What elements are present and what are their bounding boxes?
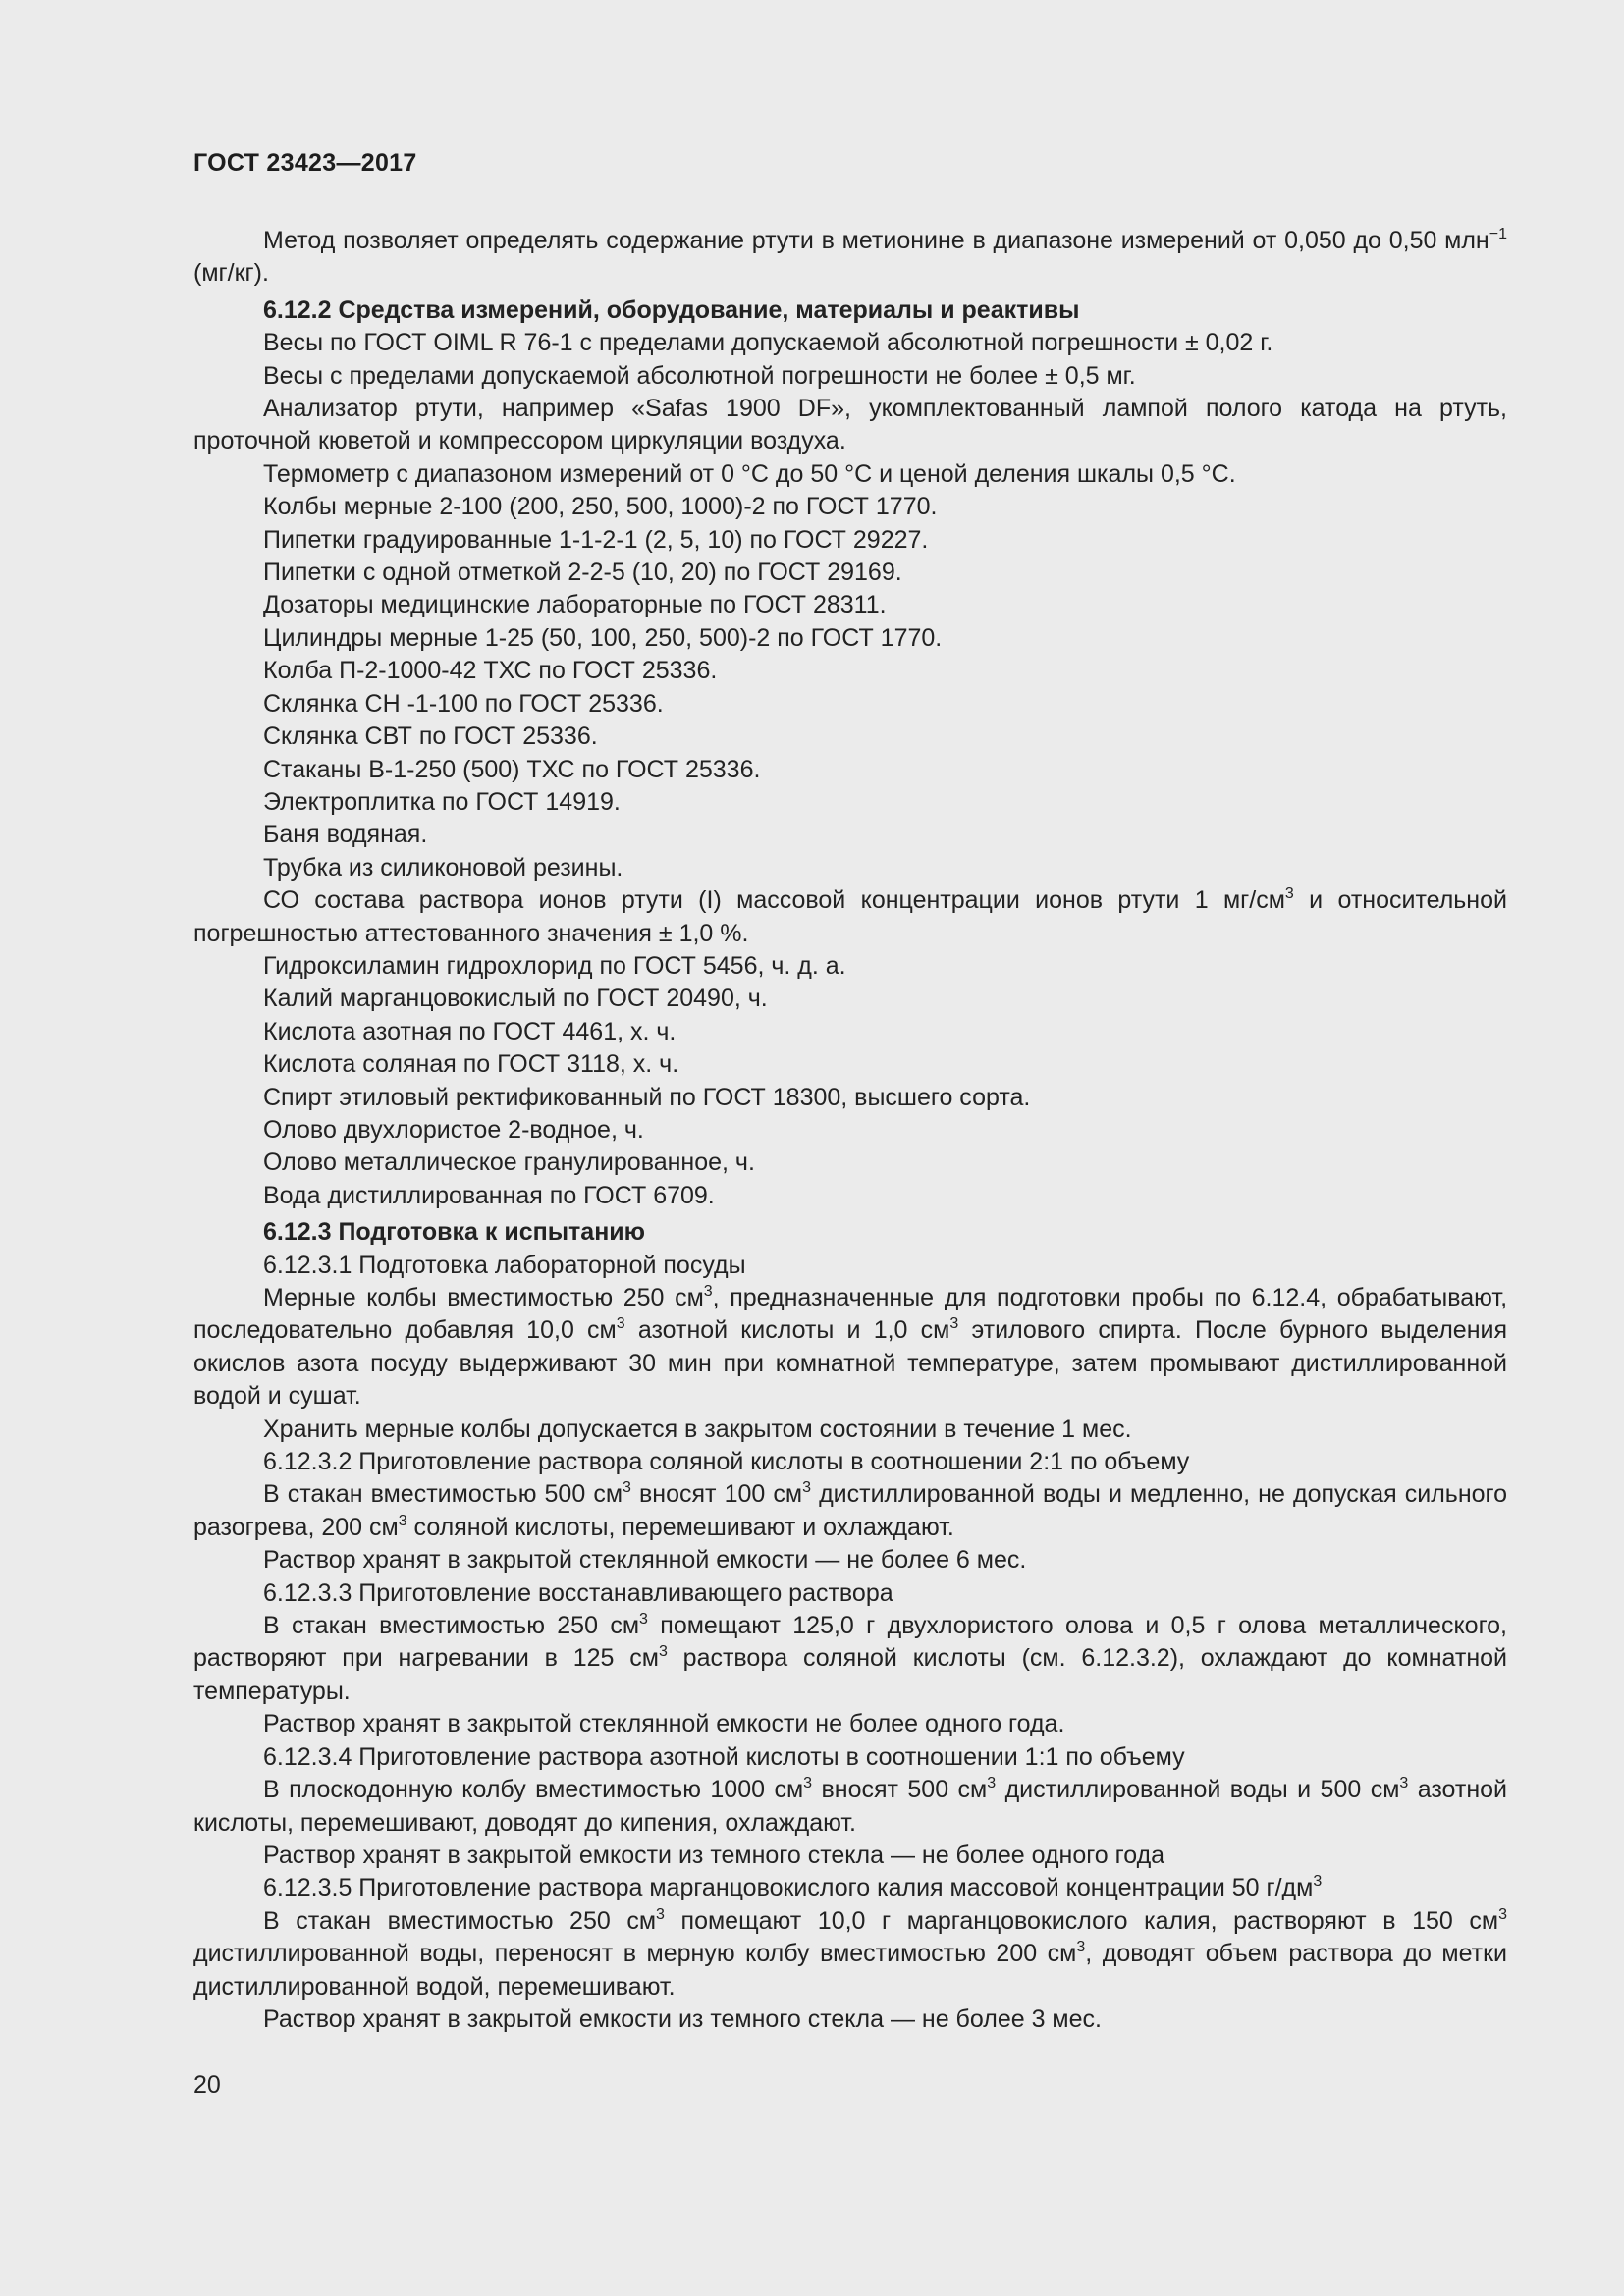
list-item: СО состава раствора ионов ртути (I) массовой концентрации ионов ртути 1 $мг/см^3$ и относительной погрешностью аттестованного значения ± 1,0 %. bbox=[193, 885, 1507, 947]
list-item: Цилиндры мерные 1-25 (50, 100, 250, 500)-2 по ГОСТ 1770. bbox=[263, 623, 943, 652]
list-item: Весы по ГОСТ OIML R 76-1 с пределами допускаемой абсолютной погрешности ± 0,02 г. bbox=[263, 329, 1273, 357]
document-header: ГОСТ 23423—2017 bbox=[193, 149, 417, 177]
paragraph: В стакан вместимостью 250 $см^3$ помещают 10,0 г марганцовокислого калия, растворяют в 150 $см^3$ дистиллированной воды, переносят в мерную колбу вместимостью 200 $см^3$, доводят объем раствора до метки дистиллированной водой, перемешивают. bbox=[193, 1905, 1508, 2001]
list-item: Спирт этиловый ректификованный по ГОСТ 18300, высшего сорта. bbox=[263, 1083, 1031, 1111]
page-number: 20 bbox=[193, 2071, 221, 2099]
list-item: Кислота соляная по ГОСТ 3118, х. ч. bbox=[263, 1050, 679, 1079]
list-item: Склянка СВТ по ГОСТ 25336. bbox=[263, 722, 598, 751]
list-item: Термометр с диапазоном измерений от 0 °С до 50 °С и ценой деления шкалы 0,5 °С. bbox=[263, 459, 1236, 488]
section-heading-6-12-2: 6.12.2 Средства измерений, оборудование, материалы и реактивы bbox=[263, 295, 1080, 324]
paragraph: Раствор хранят в закрытой стеклянной емкости не более одного года. bbox=[263, 1710, 1065, 1738]
list-item: Кислота азотная по ГОСТ 4461, х. ч. bbox=[263, 1017, 677, 1045]
list-item: Пипетки с одной отметкой 2-2-5 (10, 20) по ГОСТ 29169. bbox=[263, 559, 902, 587]
list-item: Олово двухлористое 2-водное, ч. bbox=[263, 1115, 644, 1144]
subsection-title-6-12-3-4: 6.12.3.4 Приготовление раствора азотной кислоты в соотношении 1:1 по объему bbox=[263, 1742, 1185, 1771]
paragraph: В плоскодонную колбу вместимостью 1000 $см^3$ вносят 500 $см^3$ дистиллированной воды и 500 $см^3$ азотной кислоты, перемешивают, доводят до кипения, охлаждают. bbox=[193, 1775, 1508, 1837]
list-item: Анализатор ртути, например «Safas 1900 DF», укомплектованный лампой полого катода на ртуть, проточной кюветой и компрессором циркуляции воздуха. bbox=[193, 395, 1507, 455]
document-body bbox=[193, 225, 1507, 2036]
subsection-title-6-12-3-2: 6.12.3.2 Приготовление раствора соляной кислоты в соотношении 2:1 по объему bbox=[263, 1448, 1190, 1476]
list-item: Дозаторы медицинские лабораторные по ГОСТ 28311. bbox=[263, 591, 887, 619]
paragraph: В стакан вместимостью 250 $см^3$ помещают 125,0 г двухлористого олова и 0,5 г олова металлического, растворяют при нагревании в 125 $см^3$ раствора соляной кислоты (см. 6.12.3.2), охлаждают до комнатной температуры. bbox=[193, 1611, 1507, 1705]
list-item: Колба П-2-1000-42 ТХС по ГОСТ 25336. bbox=[263, 657, 718, 685]
equipment-list bbox=[193, 327, 1507, 1212]
list-item: Весы с пределами допускаемой абсолютной погрешности не более ± 0,5 мг. bbox=[263, 361, 1136, 390]
list-item: Стаканы В-1-250 (500) ТХС по ГОСТ 25336. bbox=[263, 755, 761, 783]
list-item: Олово металлическое гранулированное, ч. bbox=[263, 1148, 755, 1177]
paragraph: Раствор хранят в закрытой емкости из темного стекла — не более одного года bbox=[263, 1841, 1165, 1869]
list-item: Пипетки градуированные 1-1-2-1 (2, 5, 10) по ГОСТ 29227. bbox=[263, 525, 929, 554]
list-item: Электроплитка по ГОСТ 14919. bbox=[263, 787, 621, 816]
paragraph: Раствор хранят в закрытой стеклянной емкости — не более 6 мес. bbox=[263, 1546, 1027, 1575]
subsection-title-6-12-3-5: 6.12.3.5 Приготовление раствора марганцовокислого калия массовой концентрации 50 $г/дм^3$ bbox=[263, 1873, 1323, 1902]
list-item: Баня водяная. bbox=[263, 821, 428, 849]
list-item: Вода дистиллированная по ГОСТ 6709. bbox=[263, 1181, 715, 1209]
paragraph: Мерные колбы вместимостью 250 $см^3$, предназначенные для подготовки пробы по 6.12.4, обрабатывают, последовательно добавляя 10,0 $см^3$ азотной кислоты и 1,0 $см^3$ этилового спирта. После бурного выделения окислов азота посуду выдерживают 30 мин при комнатной температуре, затем промывают дистиллированной водой и сушат. bbox=[193, 1283, 1508, 1411]
paragraph: Хранить мерные колбы допускается в закрытом состоянии в течение 1 мес. bbox=[263, 1415, 1132, 1443]
list-item: Гидроксиламин гидрохлорид по ГОСТ 5456, ч. д. а. bbox=[263, 951, 846, 980]
section-heading-6-12-3: 6.12.3 Подготовка к испытанию bbox=[263, 1218, 646, 1247]
list-item: Склянка СН -1-100 по ГОСТ 25336. bbox=[263, 689, 664, 718]
list-item: Трубка из силиконовой резины. bbox=[263, 853, 623, 881]
paragraph: Раствор хранят в закрытой емкости из темного стекла — не более 3 мес. bbox=[263, 2004, 1102, 2033]
subsection-title-6-12-3-1: 6.12.3.1 Подготовка лабораторной посуды bbox=[263, 1251, 746, 1279]
list-item: Колбы мерные 2-100 (200, 250, 500, 1000)-2 по ГОСТ 1770. bbox=[263, 493, 938, 521]
list-item: Калий марганцовокислый по ГОСТ 20490, ч. bbox=[263, 985, 768, 1013]
subsection-title-6-12-3-3: 6.12.3.3 Приготовление восстанавливающего раствора bbox=[263, 1578, 893, 1607]
paragraph: В стакан вместимостью 500 $см^3$ вносят 100 $см^3$ дистиллированной воды и медленно, не допуская сильного разогрева, 200 $см^3$ соляной кислоты, перемешивают и охлаждают. bbox=[193, 1479, 1508, 1541]
intro-paragraph: Метод позволяет определять содержание ртути в метионине в диапазоне измерений от 0,050 до 0,50 млн$^{-1}$ (мг/кг). bbox=[193, 226, 1507, 288]
